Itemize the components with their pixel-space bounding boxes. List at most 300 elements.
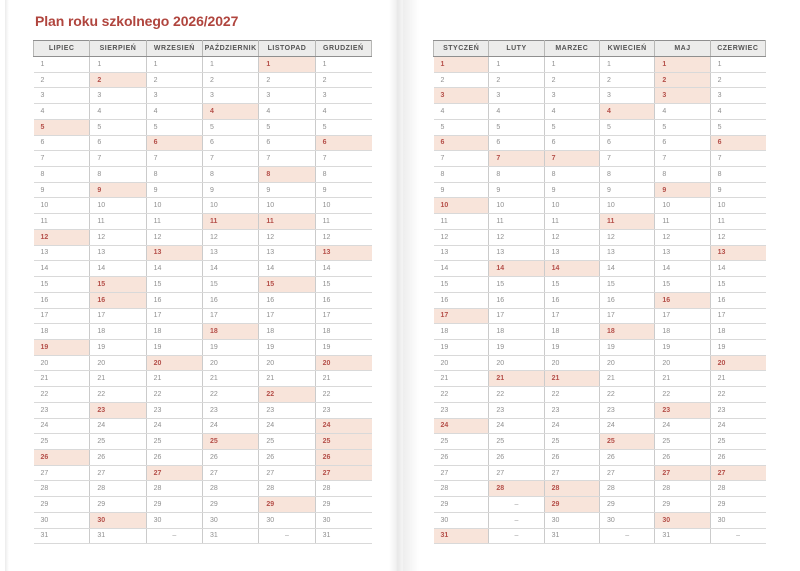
day-cell: 13 (34, 245, 90, 261)
day-cell: 21 (34, 371, 90, 387)
day-cell: 12 (434, 229, 489, 245)
day-cell: 8 (710, 167, 765, 183)
day-cell: 27 (315, 465, 371, 481)
day-cell: 15 (315, 277, 371, 293)
day-cell: 20 (710, 355, 765, 371)
day-cell: 25 (710, 434, 765, 450)
day-cell: 7 (489, 151, 544, 167)
day-row (34, 449, 372, 465)
day-cell: 11 (146, 214, 202, 230)
day-cell: 19 (655, 339, 710, 355)
day-cell: 5 (599, 119, 654, 135)
day-cell: 18 (710, 324, 765, 340)
day-cell: 23 (710, 402, 765, 418)
day-cell: 22 (146, 387, 202, 403)
day-cell: 10 (489, 198, 544, 214)
day-row (434, 387, 766, 403)
day-cell: 27 (90, 465, 146, 481)
month-header: MAJ (655, 41, 710, 57)
day-cell: 28 (710, 481, 765, 497)
day-cell: 25 (90, 434, 146, 450)
day-cell-empty: – (259, 528, 315, 544)
day-cell: 9 (146, 182, 202, 198)
day-cell: 27 (146, 465, 202, 481)
day-cell: 13 (655, 245, 710, 261)
day-row (434, 198, 766, 214)
day-cell: 29 (434, 497, 489, 513)
day-row (34, 308, 372, 324)
day-cell: 8 (34, 167, 90, 183)
day-cell: 15 (599, 277, 654, 293)
day-cell: 13 (489, 245, 544, 261)
day-cell: 26 (710, 449, 765, 465)
day-cell: 22 (489, 387, 544, 403)
day-cell: 11 (90, 214, 146, 230)
day-row (34, 277, 372, 293)
day-cell: 13 (434, 245, 489, 261)
day-cell: 12 (489, 229, 544, 245)
day-cell: 12 (599, 229, 654, 245)
day-cell: 22 (90, 387, 146, 403)
day-cell: 12 (259, 229, 315, 245)
day-cell: 4 (710, 104, 765, 120)
day-cell: 23 (544, 402, 599, 418)
day-cell: 1 (315, 57, 371, 73)
day-cell: 30 (655, 512, 710, 528)
day-cell-empty: – (710, 528, 765, 544)
day-row (434, 119, 766, 135)
day-cell: 3 (434, 88, 489, 104)
day-cell: 20 (655, 355, 710, 371)
day-cell: 9 (434, 182, 489, 198)
day-cell: 12 (315, 229, 371, 245)
day-row (434, 135, 766, 151)
day-cell: 21 (599, 371, 654, 387)
day-row (434, 355, 766, 371)
day-cell: 4 (34, 104, 90, 120)
day-cell: 4 (434, 104, 489, 120)
day-cell: 10 (146, 198, 202, 214)
day-cell: 17 (599, 308, 654, 324)
day-row (34, 465, 372, 481)
day-cell: 11 (34, 214, 90, 230)
day-row (434, 277, 766, 293)
day-cell: 19 (90, 339, 146, 355)
day-cell: 15 (710, 277, 765, 293)
day-cell: 5 (34, 119, 90, 135)
day-cell: 20 (489, 355, 544, 371)
day-cell: 14 (489, 261, 544, 277)
day-row (34, 119, 372, 135)
day-cell: 17 (90, 308, 146, 324)
day-cell: 15 (489, 277, 544, 293)
day-cell: 2 (315, 72, 371, 88)
day-cell: 15 (202, 277, 258, 293)
day-cell: 16 (655, 292, 710, 308)
day-cell: 5 (90, 119, 146, 135)
day-cell: 1 (434, 57, 489, 73)
day-cell: 20 (90, 355, 146, 371)
day-cell: 27 (434, 465, 489, 481)
day-cell: 3 (259, 88, 315, 104)
day-cell: 6 (489, 135, 544, 151)
day-cell: 19 (434, 339, 489, 355)
day-cell: 14 (315, 261, 371, 277)
day-cell: 10 (315, 198, 371, 214)
day-cell: 15 (34, 277, 90, 293)
day-cell: 11 (710, 214, 765, 230)
day-cell: 5 (315, 119, 371, 135)
day-cell: 2 (655, 72, 710, 88)
day-cell: 13 (315, 245, 371, 261)
day-cell: 19 (599, 339, 654, 355)
day-cell: 3 (544, 88, 599, 104)
day-cell: 24 (34, 418, 90, 434)
day-cell: 15 (544, 277, 599, 293)
day-cell: 25 (434, 434, 489, 450)
day-cell: 14 (146, 261, 202, 277)
day-cell: 22 (434, 387, 489, 403)
day-cell: 7 (434, 151, 489, 167)
calendar-jan-jun (433, 40, 766, 544)
day-cell: 6 (599, 135, 654, 151)
day-cell: 28 (34, 481, 90, 497)
day-cell: 22 (315, 387, 371, 403)
day-cell: 9 (489, 182, 544, 198)
day-cell: 28 (315, 481, 371, 497)
day-cell: 26 (90, 449, 146, 465)
day-cell: 14 (259, 261, 315, 277)
day-cell: 5 (544, 119, 599, 135)
day-cell: 23 (202, 402, 258, 418)
day-cell: 7 (315, 151, 371, 167)
day-cell: 26 (655, 449, 710, 465)
day-cell: 18 (34, 324, 90, 340)
day-cell: 30 (146, 512, 202, 528)
day-cell: 16 (259, 292, 315, 308)
day-cell: 21 (259, 371, 315, 387)
day-cell: 21 (655, 371, 710, 387)
page-left (8, 0, 397, 571)
day-cell: 4 (146, 104, 202, 120)
day-cell: 18 (146, 324, 202, 340)
day-cell: 16 (544, 292, 599, 308)
day-cell: 16 (90, 292, 146, 308)
day-cell: 2 (710, 72, 765, 88)
day-cell: 24 (146, 418, 202, 434)
day-row (434, 57, 766, 73)
day-cell: 30 (202, 512, 258, 528)
day-cell: 2 (544, 72, 599, 88)
day-cell: 22 (710, 387, 765, 403)
day-cell: 10 (655, 198, 710, 214)
day-row (34, 182, 372, 198)
day-row (434, 182, 766, 198)
day-row (434, 497, 766, 513)
day-cell: 14 (90, 261, 146, 277)
day-cell: 25 (655, 434, 710, 450)
day-row (434, 324, 766, 340)
day-cell: 9 (90, 182, 146, 198)
day-cell: 1 (90, 57, 146, 73)
day-cell: 13 (710, 245, 765, 261)
day-cell: 24 (655, 418, 710, 434)
day-cell: 15 (434, 277, 489, 293)
day-cell: 30 (434, 512, 489, 528)
day-cell-empty: – (599, 528, 654, 544)
day-cell: 30 (259, 512, 315, 528)
day-row (434, 167, 766, 183)
day-row (34, 497, 372, 513)
day-cell: 5 (655, 119, 710, 135)
day-cell: 18 (599, 324, 654, 340)
day-cell: 8 (146, 167, 202, 183)
day-cell: 9 (544, 182, 599, 198)
day-cell: 8 (655, 167, 710, 183)
day-cell: 3 (202, 88, 258, 104)
day-cell: 14 (202, 261, 258, 277)
day-cell: 29 (34, 497, 90, 513)
day-cell: 15 (146, 277, 202, 293)
day-cell: 17 (655, 308, 710, 324)
day-cell: 22 (655, 387, 710, 403)
day-cell: 1 (259, 57, 315, 73)
day-cell: 29 (599, 497, 654, 513)
day-row (34, 481, 372, 497)
month-header: WRZESIEŃ (146, 41, 202, 57)
day-cell: 20 (434, 355, 489, 371)
day-cell: 1 (202, 57, 258, 73)
day-cell: 10 (259, 198, 315, 214)
month-header: LIPIEC (34, 41, 90, 57)
day-cell: 12 (34, 229, 90, 245)
day-cell: 13 (599, 245, 654, 261)
day-cell: 18 (544, 324, 599, 340)
day-cell: 1 (34, 57, 90, 73)
day-cell: 17 (202, 308, 258, 324)
day-cell: 11 (202, 214, 258, 230)
day-cell: 28 (544, 481, 599, 497)
day-cell: 19 (34, 339, 90, 355)
day-cell: 30 (599, 512, 654, 528)
day-cell: 27 (489, 465, 544, 481)
day-cell: 26 (315, 449, 371, 465)
day-cell: 9 (710, 182, 765, 198)
day-cell: 21 (315, 371, 371, 387)
day-cell: 21 (489, 371, 544, 387)
day-cell: 24 (434, 418, 489, 434)
day-row (434, 245, 766, 261)
day-row (34, 261, 372, 277)
day-row (34, 245, 372, 261)
day-cell: 11 (599, 214, 654, 230)
day-cell: 25 (202, 434, 258, 450)
day-cell: 7 (146, 151, 202, 167)
day-cell: 8 (202, 167, 258, 183)
day-cell: 24 (710, 418, 765, 434)
day-cell: 1 (146, 57, 202, 73)
day-cell: 30 (710, 512, 765, 528)
day-cell-empty: – (146, 528, 202, 544)
day-cell: 3 (146, 88, 202, 104)
day-cell: 30 (90, 512, 146, 528)
day-cell: 20 (315, 355, 371, 371)
day-cell: 17 (434, 308, 489, 324)
day-row (34, 418, 372, 434)
month-header: CZERWIEC (710, 41, 765, 57)
day-cell: 28 (655, 481, 710, 497)
day-cell: 15 (90, 277, 146, 293)
day-cell: 4 (655, 104, 710, 120)
day-cell: 8 (489, 167, 544, 183)
day-cell: 5 (710, 119, 765, 135)
day-row (34, 371, 372, 387)
day-cell: 13 (202, 245, 258, 261)
day-cell: 3 (315, 88, 371, 104)
day-row (434, 104, 766, 120)
day-cell: 22 (34, 387, 90, 403)
day-cell: 26 (489, 449, 544, 465)
day-cell: 31 (34, 528, 90, 544)
day-cell: 20 (259, 355, 315, 371)
day-cell: 9 (34, 182, 90, 198)
day-row (434, 88, 766, 104)
day-cell: 11 (544, 214, 599, 230)
month-grid (433, 40, 766, 544)
day-cell: 6 (259, 135, 315, 151)
day-cell: 8 (315, 167, 371, 183)
day-row (34, 151, 372, 167)
day-cell: 17 (489, 308, 544, 324)
day-cell: 8 (544, 167, 599, 183)
day-row (434, 339, 766, 355)
day-cell: 15 (259, 277, 315, 293)
day-cell: 3 (489, 88, 544, 104)
day-cell: 8 (434, 167, 489, 183)
day-cell: 20 (34, 355, 90, 371)
day-cell: 9 (599, 182, 654, 198)
day-row (34, 104, 372, 120)
day-row (434, 72, 766, 88)
day-cell: 24 (315, 418, 371, 434)
day-cell: 24 (202, 418, 258, 434)
day-cell: 17 (544, 308, 599, 324)
day-cell: 24 (544, 418, 599, 434)
day-cell: 27 (544, 465, 599, 481)
day-cell: 31 (655, 528, 710, 544)
day-cell: 4 (489, 104, 544, 120)
day-cell: 24 (599, 418, 654, 434)
day-row (34, 355, 372, 371)
day-row (34, 292, 372, 308)
day-cell: 13 (544, 245, 599, 261)
day-cell: 4 (599, 104, 654, 120)
day-cell: 7 (202, 151, 258, 167)
day-cell: 25 (146, 434, 202, 450)
day-cell: 29 (90, 497, 146, 513)
day-cell: 14 (655, 261, 710, 277)
day-row (34, 198, 372, 214)
day-cell: 7 (599, 151, 654, 167)
day-cell: 4 (259, 104, 315, 120)
day-cell: 3 (599, 88, 654, 104)
day-cell: 23 (655, 402, 710, 418)
day-cell: 27 (259, 465, 315, 481)
day-cell: 18 (315, 324, 371, 340)
day-cell: 30 (315, 512, 371, 528)
month-header: SIERPIEŃ (90, 41, 146, 57)
day-cell: 14 (599, 261, 654, 277)
day-cell: 4 (202, 104, 258, 120)
day-cell: 6 (544, 135, 599, 151)
day-row (34, 528, 372, 544)
day-cell: 11 (434, 214, 489, 230)
day-cell: 1 (489, 57, 544, 73)
day-cell: 27 (710, 465, 765, 481)
day-cell: 10 (34, 198, 90, 214)
day-cell: 31 (434, 528, 489, 544)
day-cell: 13 (146, 245, 202, 261)
day-cell: 28 (259, 481, 315, 497)
day-row (434, 402, 766, 418)
day-cell: 31 (315, 528, 371, 544)
day-cell: 27 (202, 465, 258, 481)
month-header: STYCZEŃ (434, 41, 489, 57)
day-cell: 12 (655, 229, 710, 245)
day-cell: 26 (259, 449, 315, 465)
day-cell: 18 (434, 324, 489, 340)
day-cell: 9 (259, 182, 315, 198)
day-cell: 5 (489, 119, 544, 135)
day-cell-empty: – (489, 528, 544, 544)
day-cell: 2 (34, 72, 90, 88)
day-cell: 18 (202, 324, 258, 340)
day-row (34, 88, 372, 104)
day-cell: 2 (90, 72, 146, 88)
day-cell: 25 (599, 434, 654, 450)
day-cell: 23 (259, 402, 315, 418)
day-cell: 21 (710, 371, 765, 387)
day-cell: 12 (710, 229, 765, 245)
day-cell: 16 (34, 292, 90, 308)
day-cell: 6 (146, 135, 202, 151)
day-cell: 26 (34, 449, 90, 465)
day-row (434, 512, 766, 528)
day-cell: 29 (202, 497, 258, 513)
day-row (434, 528, 766, 544)
day-cell: 19 (544, 339, 599, 355)
day-row (34, 387, 372, 403)
day-cell: 1 (599, 57, 654, 73)
day-cell: 6 (434, 135, 489, 151)
day-cell: 18 (259, 324, 315, 340)
day-cell: 6 (90, 135, 146, 151)
day-cell: 28 (90, 481, 146, 497)
day-cell: 30 (544, 512, 599, 528)
day-row (34, 135, 372, 151)
day-cell: 21 (146, 371, 202, 387)
day-cell: 23 (34, 402, 90, 418)
day-row (34, 434, 372, 450)
day-cell: 11 (315, 214, 371, 230)
day-cell: 16 (489, 292, 544, 308)
day-cell: 5 (146, 119, 202, 135)
day-cell: 12 (202, 229, 258, 245)
day-cell: 21 (544, 371, 599, 387)
day-cell: 7 (544, 151, 599, 167)
day-row (34, 512, 372, 528)
day-cell: 6 (315, 135, 371, 151)
